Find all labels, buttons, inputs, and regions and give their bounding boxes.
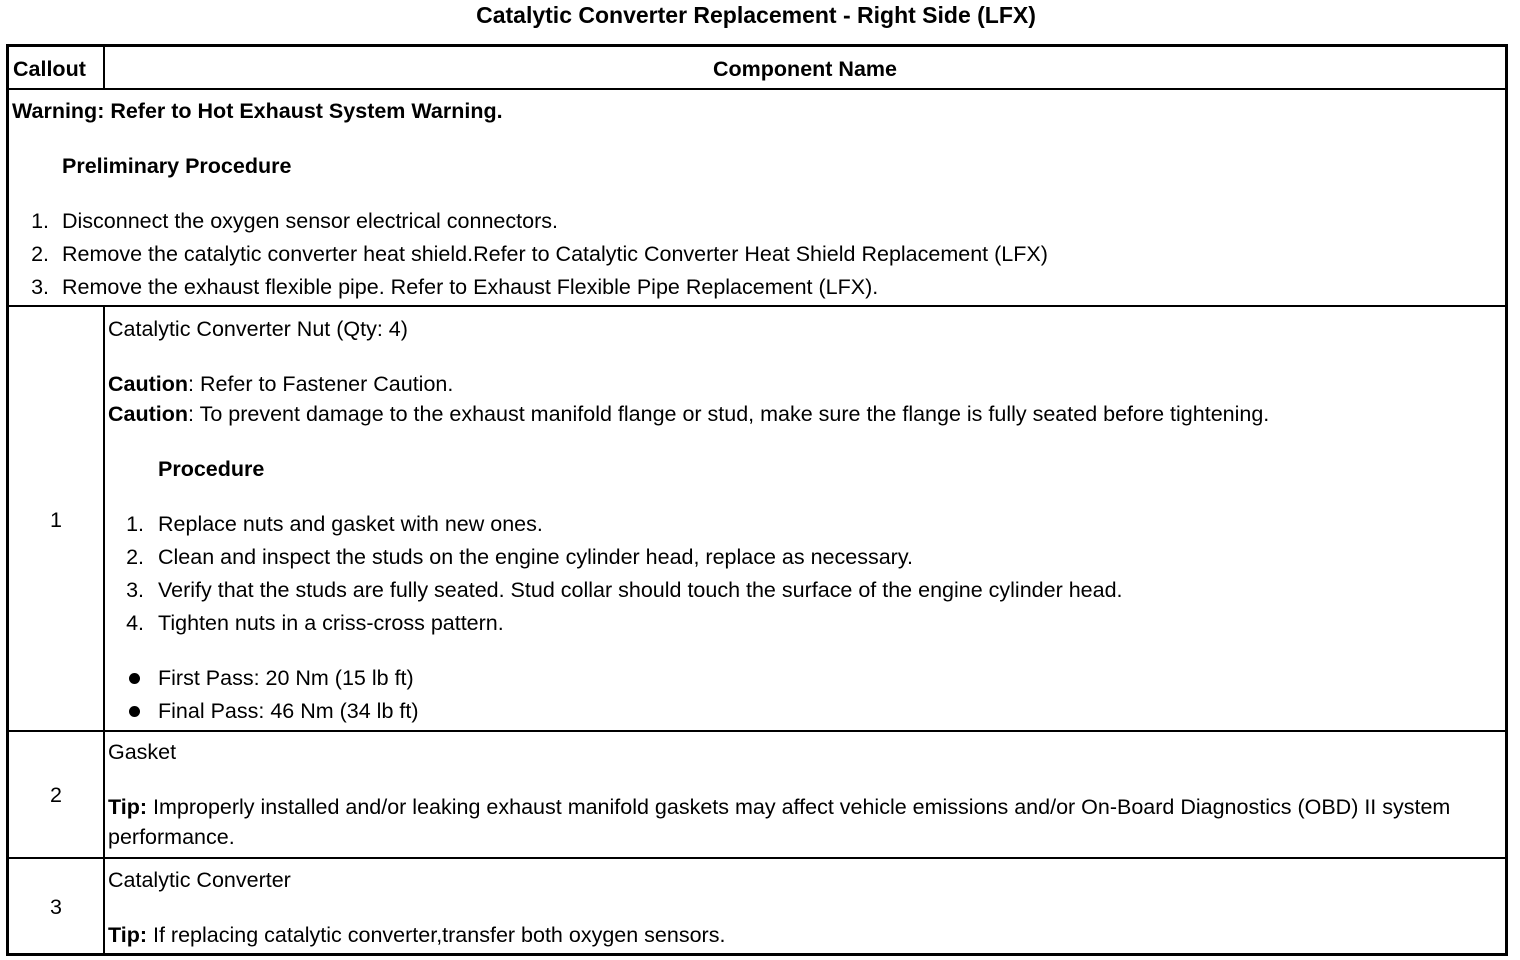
- tip-text: Improperly installed and/or leaking exhaust manifold gaskets may affect vehicle emissions and/or On-Board Diagnostics (OBD) II system performance.: [108, 795, 1451, 849]
- caution-text: : To prevent damage to the exhaust manifold flange or stud, make sure the flange is fully seated before tightening.: [188, 402, 1270, 426]
- caution-label: Caution: [108, 372, 189, 396]
- tip-note: [108, 792, 1493, 852]
- step-number: 1.: [126, 512, 144, 536]
- caution-note: [108, 371, 453, 397]
- component-name-header: Component Name: [713, 57, 897, 81]
- tip-text: If replacing catalytic converter,transfer both oxygen sensors.: [147, 923, 726, 947]
- step-number: 2.: [126, 545, 144, 569]
- tip-note: [108, 922, 725, 948]
- row-divider: [9, 730, 1505, 732]
- callout-number: 1: [50, 508, 62, 532]
- preliminary-heading: Preliminary Procedure: [62, 154, 292, 178]
- row-divider: [9, 857, 1505, 859]
- bullet-text: Final Pass: 46 Nm (34 lb ft): [158, 699, 419, 723]
- step-number: 3.: [126, 578, 144, 602]
- component-name: Gasket: [108, 740, 177, 764]
- step-number: 1.: [31, 209, 49, 233]
- component-name: Catalytic Converter: [108, 868, 291, 892]
- step-text: Disconnect the oxygen sensor electrical connectors.: [62, 209, 558, 233]
- step-text: Remove the catalytic converter heat shield.Refer to Catalytic Converter Heat Shield Replacement (LFX): [62, 242, 1048, 266]
- caution-text: : Refer to Fastener Caution.: [188, 372, 454, 396]
- tip-label: Tip:: [108, 923, 148, 947]
- step-text: Replace nuts and gasket with new ones.: [158, 512, 543, 536]
- row-divider: [9, 305, 1505, 307]
- caution-label: Caution: [108, 402, 189, 426]
- procedure-heading: Procedure: [158, 457, 265, 481]
- step-number: 2.: [31, 242, 49, 266]
- bullet-icon: [129, 706, 140, 717]
- step-text: Tighten nuts in a criss-cross pattern.: [158, 611, 504, 635]
- bullet-icon: [129, 673, 140, 684]
- procedure-table: [6, 44, 1508, 956]
- component-name: Catalytic Converter Nut (Qty: 4): [108, 317, 408, 341]
- callout-header: Callout: [13, 57, 86, 81]
- callout-number: 3: [50, 895, 62, 919]
- column-divider: [103, 47, 105, 88]
- step-text: Clean and inspect the studs on the engine cylinder head, replace as necessary.: [158, 545, 913, 569]
- callout-number: 2: [50, 783, 62, 807]
- bullet-text: First Pass: 20 Nm (15 lb ft): [158, 666, 414, 690]
- row-divider: [9, 88, 1505, 90]
- document-title: Catalytic Converter Replacement - Right Side (LFX): [476, 2, 1036, 28]
- caution-note: [108, 401, 1269, 427]
- tip-label: Tip:: [108, 795, 148, 819]
- step-text: Remove the exhaust flexible pipe. Refer to Exhaust Flexible Pipe Replacement (LFX).: [62, 275, 879, 299]
- step-number: 3.: [31, 275, 49, 299]
- step-number: 4.: [126, 611, 144, 635]
- step-text: Verify that the studs are fully seated. Stud collar should touch the surface of the engine cylinder head.: [158, 578, 1123, 602]
- warning-text: Warning: Refer to Hot Exhaust System Warning.: [12, 99, 503, 123]
